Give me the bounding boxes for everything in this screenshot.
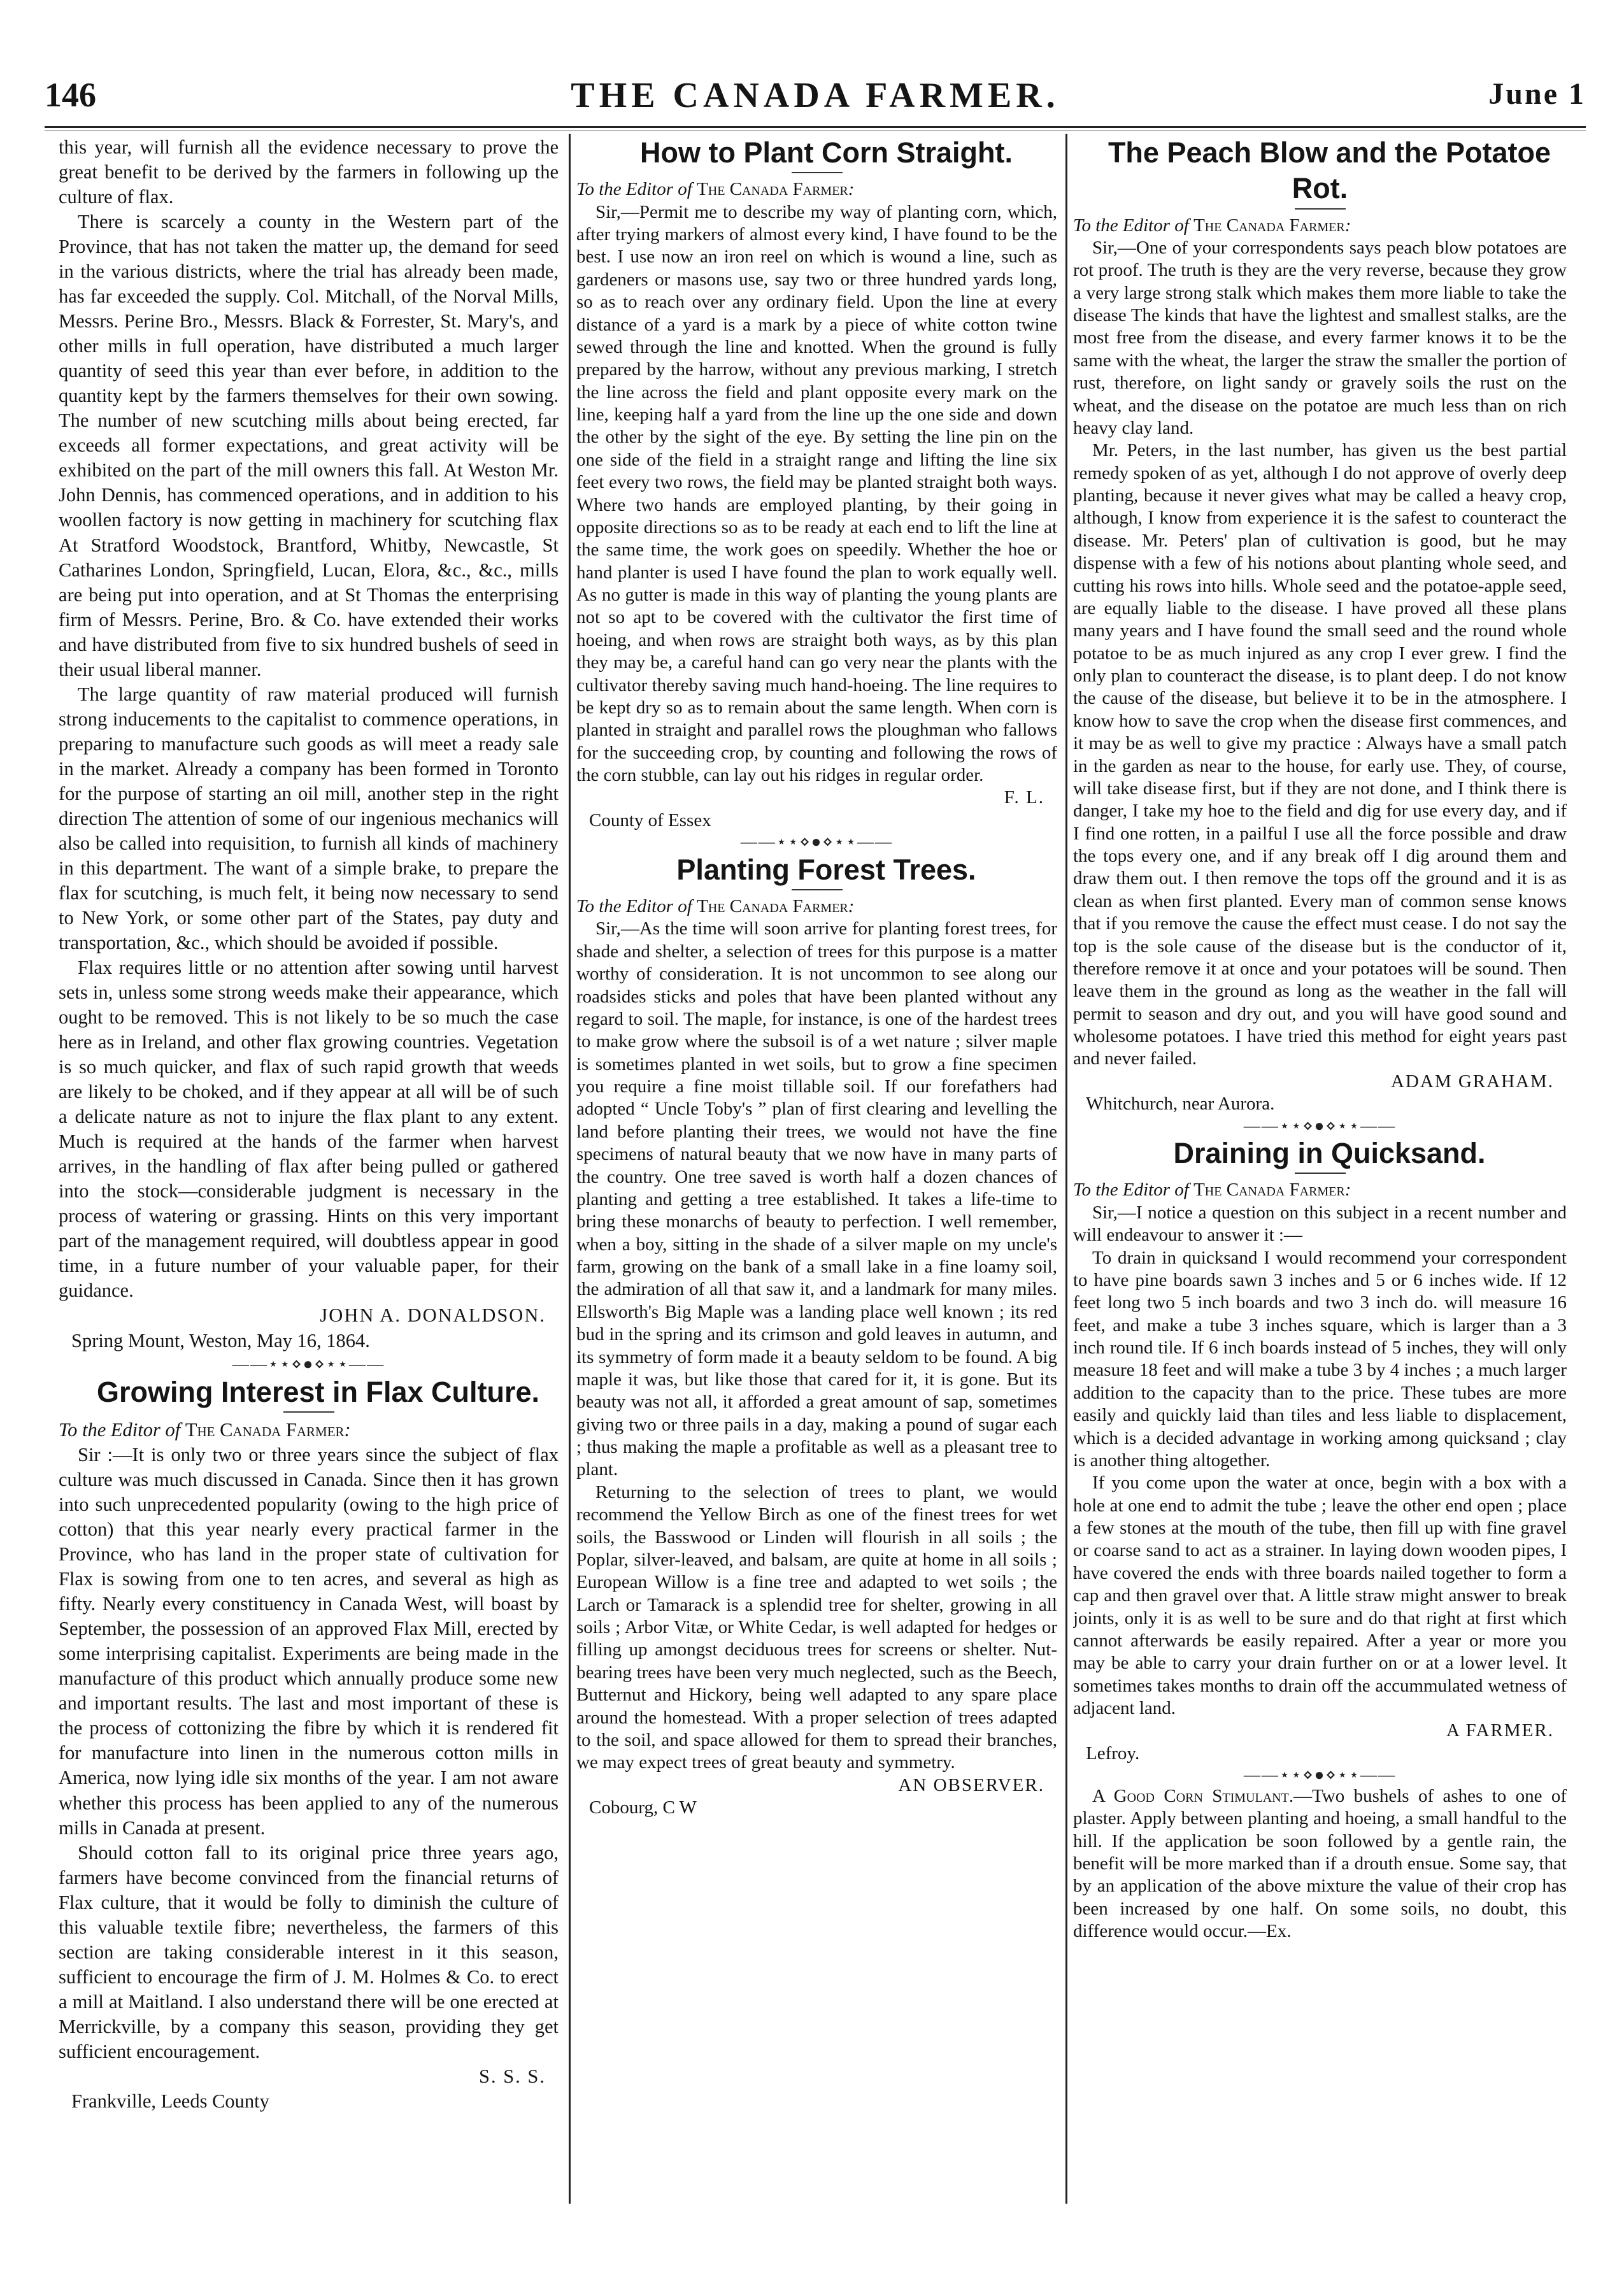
dateline: Whitchurch, near Aurora.: [1086, 1094, 1275, 1115]
article-paragraph: Returning to the selection of trees to plant, we would recommend the Yellow Birch as one of the finest trees for wet soils, the Basswood or Linden will flourish in all soils ; the Poplar, silver-leaved, and balsam, are quite at home in all soils ; European Willow is a fine tree and adapted to wet soils ; the Larch or Tamarack is a splendid tree for shelter, growing in all soils ; Arbor Vitæ, or White Cedar, is well adapted for hedges or filling up amongst deciduous trees for screens or shelter. Nut-bearing trees have been very much neglected, such as the Beech, Butternut and Hickory, being well adapted to any spare place around the homestead. With a proper selection of trees adapted to the soil, and space allowed for them to spread their branches, we may expect trees of great beauty and symmetry.: [576, 1481, 1057, 1773]
article-paragraph: Sir,—I notice a question on this subject in a recent number and will endeavour to answer it :—: [1073, 1202, 1567, 1246]
article-paragraph: To drain in quicksand I would recommend your correspondent to have pine boards sawn 3 inches and 5 or 6 inches wide. If 12 feet long two 5 inch boards and two 3 inch do. will measure 16 feet, and make a tube 3 inches square, which is larger than a 3 inch round tile. If 6 inch boards instead of 5 inches, they will only measure 18 feet and will make a tube 3 by 4 inches ; a much larger addition to the capacity than to the price. These tubes are more easily and quickly laid than tiles and less liable to displacement, which is a decided advantage in working among quicksand ; clay is another thing altogether.: [1073, 1247, 1567, 1471]
headline-rule: [1295, 1173, 1346, 1174]
salutation: To the Editor of The Canada Farmer:: [1073, 215, 1351, 236]
article-paragraph: The large quantity of raw material produced will furnish strong inducements to the capitalist to commence operations, in preparing to manufacture such goods as will meet a ready sale in the market. Already a company has been formed in Toronto for the purpose of starting an oil mill, another step in the right direction The attention of some of our ingenious mechanics will also be called into requisition, to furnish all kinds of machinery in this department. The want of a simple brake, to prepare the flax for scutching, is much felt, it being now necessary to send to New York, or some other part of the States, pay duty and transportation, &c., which should be avoided if possible.: [59, 683, 559, 953]
article-headline: The Peach Blow and the Potatoe Rot.: [1108, 136, 1551, 205]
masthead: [45, 75, 1586, 126]
article-paragraph: Flax requires little or no attention after sowing until harvest sets in, unless some strong weeds make their appearance, which ought to be removed. This is not likely to be so much the case here as in Ireland, and other flax growing countries. Vegetation is so much quicker, and flax of such rapid growth that weeds are likely to be choked, and if they appear at all will be of such a delicate nature as not to injure the flax plant to any extent. Much is required at the hands of the farmer when harvest arrives, in the handling of flax after being pulled or gathered into the stock—considerable judgment is necessary in the process of watering or grassing. Hints on this very important part of the management required, will doubtless appear in good time, in a future number of your valuable paper, for their guidance.: [59, 957, 559, 1302]
article-paragraph: Sir,—As the time will soon arrive for planting forest trees, for shade and shelter, a selection of trees for this purpose is a matter worthy of consideration. It is not uncommon to see along our roadsides sticks and poles that have been planted without any regard to soil. The maple, for instance, is one of the hardest trees to make grow where the subsoil is of a wet nature ; silver maple is sometimes planted in wet soils, but to grow a fine specimen you require a fine moist tillable soil. If our forefathers had adopted “ Uncle Toby's ” plan of first clearing and levelling the land before planting their trees, we would not have the fine specimens of natural beauty that we now have in many parts of the country. One tree saved is worth half a dozen chances of planting and getting a tree established. It takes a life-time to bring these monarchs of beauty to perfection. I well remember, when a boy, sitting in the shade of a silver maple on my uncle's farm, growing on the bank of a small lake in a fine loamy soil, the admiration of all that saw it, and a landmark for many miles. Ellsworth's Big Maple was a landing place well known ; its red bud in the spring and its crimson and gold leaves in autumn, and its symmetry of form made it a beauty seldom to be found. A big maple it was, but like those that cared for it, it is gone. But its beauty was not all, it afforded a great amount of sap, sometimes giving two or three pails in a day, making a pound of sugar each ; thus making the maple a profitable as well as a pleasant tree to plant.: [576, 918, 1057, 1480]
headline-rule: [1295, 208, 1346, 210]
article-paragraph: There is scarcely a county in the Western part of the Province, that has not taken the matter up, the demand for seed in the various districts, where the trial has already been made, has far exceeded the supply. Col. Mitchall, of the Norval Mills, Messrs. Perine Bro., Messrs. Black & Forrester, St. Mary's, and other mills in full operation, have distributed a much larger quantity of seed this year than ever before, in addition to the quantity kept by the farmers themselves for their own sowing. The number of new scutching mills about being erected, far exceeds all former expectations, and great activity will be exhibited on the part of the mill owners this fall. At Weston Mr. John Dennis, has commenced operations, and in addition to his woollen factory is now getting in machinery for scutching flax At Stratford Woodstock, Brantford, Whitby, Newcastle, St Catharines London, Springfield, Lucan, Elora, &c., &c., mills are being put into operation, and at St Thomas the enterprising firm of Messrs. Perine, Bro. & Co. have extended their works and have distributed from five to six hundred bushels of seed in their usual liberal manner.: [59, 211, 559, 680]
newspaper-title: THE CANADA FARMER.: [571, 76, 1060, 115]
headline-rule: [283, 1411, 334, 1413]
headline-rule: [792, 889, 843, 890]
article-headline: How to Plant Corn Straight.: [640, 136, 1013, 169]
author-signature: JOHN A. DONALDSON.: [320, 1304, 546, 1327]
article-paragraph: this year, will furnish all the evidence necessary to prove the great benefit to be derived by the farmers in following up the culture of flax.: [59, 136, 559, 208]
author-signature: ADAM GRAHAM.: [1390, 1071, 1554, 1092]
item-lead: A Good Corn Stimulant.: [1092, 1785, 1294, 1806]
author-signature: F. L.: [1004, 787, 1044, 808]
article-paragraph: Sir :—It is only two or three years since the subject of flax culture was much discussed in Canada. Since then it has grown into such unprecedented popularity (owing to the high price of cotton) that this year nearly every practical farmer in the Province, who has land in the proper state of cultivation for Flax is sowing from one to ten acres, and several as high as fifty. Nearly every constituency in Canada West, will boast by September, the possession of an approved Flax Mill, erected by some interprising capitalist. Experiments are being made in the manufacture of this product which annually produce some new and important results. The last and most important of these is the process of cottonizing the fibre by which it is rendered fit for manufacture into linen in the numerous cotton mills in America, now lying idle six months of the year. I am not aware whether this process has been applied to any of the numerous mills in Canada at present.: [59, 1444, 559, 1839]
article-paragraph: A Good Corn Stimulant.—Two bushels of ashes to one of plaster. Apply between planting and hoeing, a small handful to the hill. If the application be soon followed by a gentle rain, the benefit will be more marked than if a drouth ensue. Some say, that by an application of the above mixture the value of their crop has been increased by one half. On some soils, no doubt, this difference would occur.—Ex.: [1073, 1785, 1567, 1942]
article-headline: Growing Interest in Flax Culture.: [96, 1375, 540, 1408]
page-number: 146: [45, 76, 96, 114]
column-3: [1073, 135, 1567, 2237]
article-headline: Planting Forest Trees.: [676, 853, 976, 886]
article-headline: Draining in Quicksand.: [1173, 1137, 1486, 1170]
section-ornament: ——⋆⋆⋄●⋄⋆⋆——: [1243, 1765, 1397, 1785]
headline-rule: [792, 172, 843, 173]
dateline: Cobourg, C W: [589, 1797, 697, 1818]
author-signature: AN OBSERVER.: [898, 1774, 1044, 1795]
column-1: [59, 135, 559, 2237]
column-2: [576, 135, 1057, 2237]
section-ornament: ——⋆⋆⋄●⋄⋆⋆——: [740, 832, 894, 852]
author-signature: S. S. S.: [478, 2065, 546, 2087]
section-ornament: ——⋆⋆⋄●⋄⋆⋆——: [232, 1354, 385, 1373]
article-paragraph: Should cotton fall to its original price three years ago, farmers have become convinced from the financial returns of Flax culture, that it would be folly to diminish the culture of this valuable textile fibre; nevertheless, the farmers of this section are taking considerable interest in it this season, sufficient to encourage the firm of J. M. Holmes & Co. to erect a mill at Maitland. I also understand there will be one erected at Merrickville, by a company this season, providing they get sufficient encouragement.: [59, 1841, 559, 2062]
article-paragraph: Mr. Peters, in the last number, has given us the best partial remedy spoken of as yet, although I do not approve of overly deep planting, because it never gives what may be called a heavy crop, although, I know from experience it is the safest to counteract the disease. Mr. Peters' plan of cultivation is good, but he may dispense with a few of his notions about planting whole seed, and cutting his rows into hills. Whole seed and the potatoe-apple seed, are equally liable to the disease. I have proved all these plans many years and I have found the small seed and the round whole potatoe to be as much injured as any crop I ever grew. I find the only plan to counteract the disease, is to plant deep. I do not know the cause of the disease, but believe it to be in the atmosphere. I know how to save the crop when the disease first commences, and it may be as well to give my practice : Always have a small patch in the garden as near to the house, for early use. They, of course, will take disease first, but if they are not done, and I think there is danger, I take my hoe to the field and dig for use every day, and if I find one rotten, in a pailful I use all the force possible and draw the tops every one, and if any break off I dig around them and draw them out. I then remove the tops off the ground and it is as clean as when first planted. Every man of common sense knows that if you remove the cause the effect must cease. I do not say the top is the sole cause of the disease but is the conductor of it, therefore remove it at once and your potatoes will be sound. Then leave them in the ground as long as the weather in the fall will permit to season and dry out, and you will have good sound and wholesome potatoes. I have tried this method for eight years past and never failed.: [1073, 440, 1567, 1069]
article-paragraph: Sir,—One of your correspondents says peach blow potatoes are rot proof. The truth is they are the very reverse, because they grow a very large strong stalk which makes them more liable to take the disease The kinds that have the lightest and smallest stalks, are the most free from the disease, and every farmer knows it to be the same with the wheat, the larger the straw the smaller the portion of rust, therefore, on light sandy or gravely soils the rust on the wheat, and the disease on the potatoe are much less than on rich heavy clay land.: [1073, 237, 1567, 438]
salutation: To the Editor of The Canada Farmer:: [59, 1419, 351, 1441]
author-signature: A FARMER.: [1446, 1720, 1554, 1741]
salutation: To the Editor of The Canada Farmer:: [1073, 1180, 1351, 1201]
masthead-rule: [45, 126, 1586, 128]
article-paragraph: If you come upon the water at once, begin with a box with a hole at one end to admit the tube ; leave the other end open ; place a few stones at the mouth of the tube, then fill up with fine gravel or coarse sand to act as a strainer. In laying down wooden pipes, I have covered the ends with three boards nailed together to form a cap and then gravel over that. A little straw might answer to break joints, only it is as well to be sure and do that right at first which cannot afterwards be easily repaired. After a year or more you may be able to carry your drain further on or at a lower level. It sometimes takes months to drain off the accummulated wetness of adjacent land.: [1073, 1473, 1567, 1719]
salutation: To the Editor of The Canada Farmer:: [576, 179, 855, 200]
dateline: Lefroy.: [1086, 1743, 1140, 1764]
column-divider: [569, 134, 571, 2204]
dateline: County of Essex: [589, 809, 711, 831]
issue-date: June 1: [1488, 77, 1586, 111]
column-divider: [1065, 134, 1067, 2204]
dateline: Spring Mount, Weston, May 16, 1864.: [71, 1329, 370, 1351]
section-ornament: ——⋆⋆⋄●⋄⋆⋆——: [1243, 1116, 1397, 1135]
dateline: Frankville, Leeds County: [71, 2090, 269, 2112]
salutation: To the Editor of The Canada Farmer:: [576, 896, 855, 917]
article-paragraph: Sir,—Permit me to describe my way of planting corn, which, after trying markers of almost every kind, I have found to be the best. I use now an iron reel on which is wound a line, such as gardeners or masons use, say two or three hundred yards long, so as to reach over any ordinary field. Upon the line at every distance of a yard is a mark by a piece of white cotton twine sewed through the line and knotted. When the ground is fully prepared by the harrow, without any previous marking, I stretch the line across the field and plant opposite every mark on the line, keeping half a yard from the line up the one side and down the other by the sight of the eye. By setting the line pin on the one side of the field in a straight range and lifting the line six feet every two rows, the field may be planted straight both ways. Where two hands are employed planting, by their going in opposite directions so as to be ready at each end to lift the line at the same time, the work goes on speedily. Whether the hoe or hand planter is used I have found the plan to work equally well. As no gutter is made in this way of planting the young plants are not so apt to be covered with the cultivator the first time of hoeing, and when rows are straight both ways, as by this plan they may be, a careful hand can go very near the plants with the cultivator thereby saving much hand-hoeing. The line requires to be kept dry so as to remain about the same length. When corn is planted in straight and parallel rows the ploughman who fallows for the succeeding crop, by counting and following the rows of the corn stubble, can lay out his ridges in regular order.: [576, 201, 1057, 785]
